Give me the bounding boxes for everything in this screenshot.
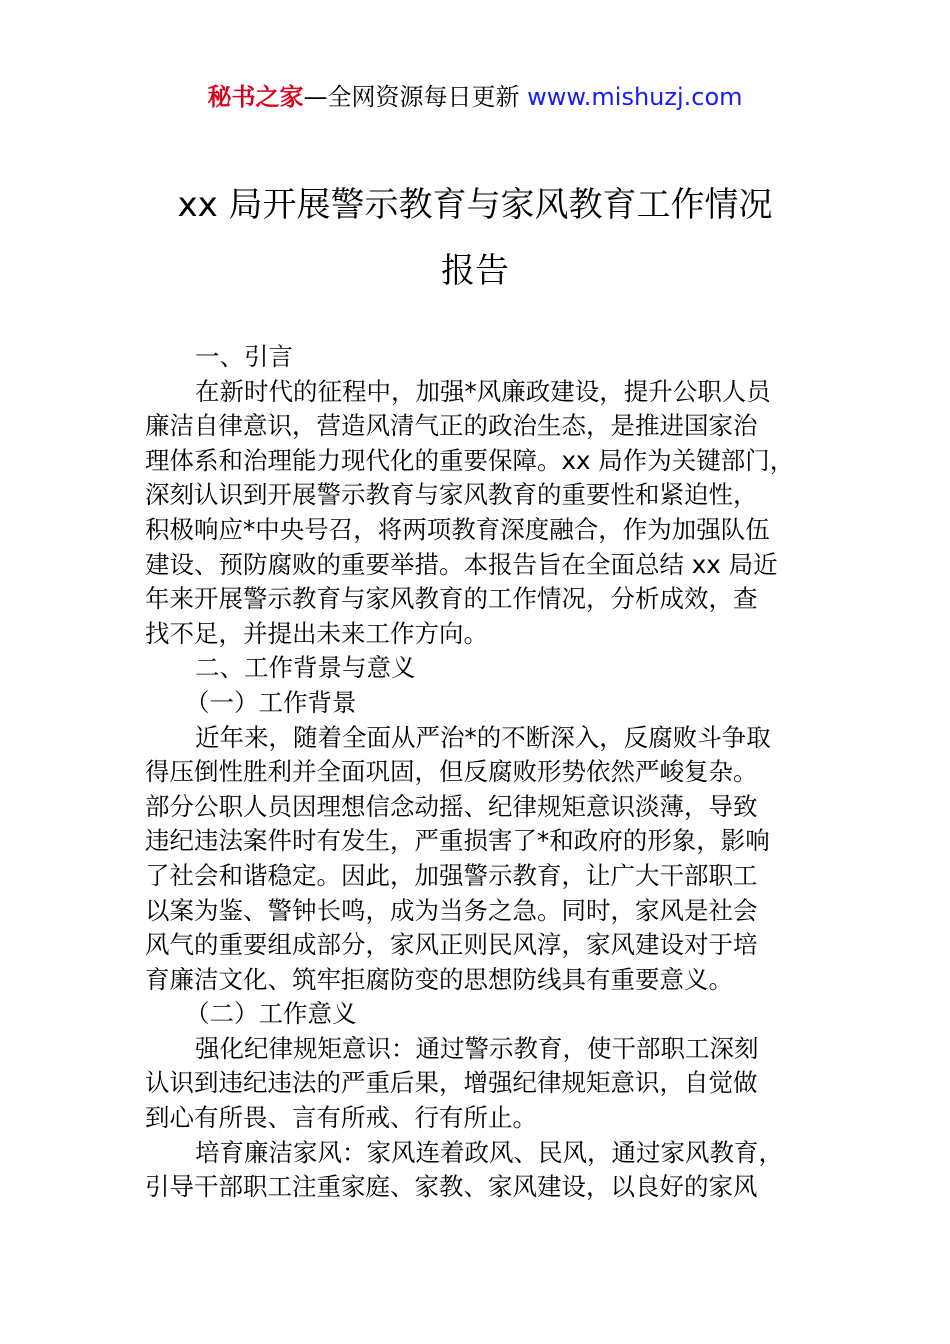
section-heading-intro: 一、引言 [195,342,293,371]
paragraph-line: 在新时代的征程中，加强*风廉政建设，提升公职人员 [195,376,771,406]
paragraph-line: 引导干部职工注重家庭、家教、家风建设，以良好的家风 [145,1172,758,1202]
paragraph-line: 违纪违法案件时有发生，严重损害了*和政府的形象，影响 [145,826,770,856]
paragraph-line: 以案为鉴、警钟长鸣，成为当务之急。同时，家风是社会 [145,895,758,925]
paragraph-line: 找不足，并提出未来工作方向。 [145,618,488,648]
paragraph-line: 认识到违纪违法的严重后果，增强纪律规矩意识，自觉做 [145,1068,758,1098]
paragraph-line: 得压倒性胜利并全面巩固，但反腐败形势依然严峻复杂。 [145,757,758,787]
paragraph-line: 部分公职人员因理想信念动摇、纪律规矩意识淡薄，导致 [145,791,758,821]
paragraph-line: 到心有所畏、言有所戒、行有所止。 [145,1103,537,1133]
paragraph-line: 廉洁自律意识，营造风清气正的政治生态，是推进国家治 [145,411,758,441]
paragraph-line: 理体系和治理能力现代化的重要保障。xx 局作为关键部门， [145,445,795,475]
paragraph-line: 深刻认识到开展警示教育与家风教育的重要性和紧迫性， [145,480,758,510]
paragraph-line: 了社会和谐稳定。因此，加强警示教育，让广大干部职工 [145,860,758,890]
section-heading-background: 二、工作背景与意义 [195,653,416,683]
brand-name: 秘书之家 [207,83,304,111]
subsection-heading: （一）工作背景 [185,687,357,717]
subsection-heading: （二）工作意义 [185,999,357,1029]
paragraph-line: 风气的重要组成部分，家风正则民风淳，家风建设对于培 [145,930,758,960]
banner-tagline: —全网资源每日更新 [303,83,520,111]
paragraph-line: 强化纪律规矩意识：通过警示教育，使干部职工深刻 [195,1033,759,1063]
paragraph-line: 育廉洁文化、筑牢拒腐防变的思想防线具有重要意义。 [145,964,733,994]
paragraph-line: 年来开展警示教育与家风教育的工作情况，分析成效，查 [145,584,758,614]
paragraph-line: 积极响应*中央号召，将两项教育深度融合，作为加强队伍 [145,514,770,544]
site-url-link[interactable]: www.mishuzj.com [527,83,743,111]
paragraph-line: 近年来，随着全面从严治*的不断深入，反腐败斗争取 [195,722,771,752]
paragraph-line: 建设、预防腐败的重要举措。本报告旨在全面总结 xx 局近 [145,549,778,579]
document-title-line-1: xx 局开展警示教育与家风教育工作情况 [177,185,773,225]
paragraph-line: 培育廉洁家风：家风连着政风、民风，通过家风教育， [195,1137,783,1167]
document-body [145,340,835,1205]
document-title-line-2: 报告 [441,251,509,291]
site-banner [0,80,950,114]
